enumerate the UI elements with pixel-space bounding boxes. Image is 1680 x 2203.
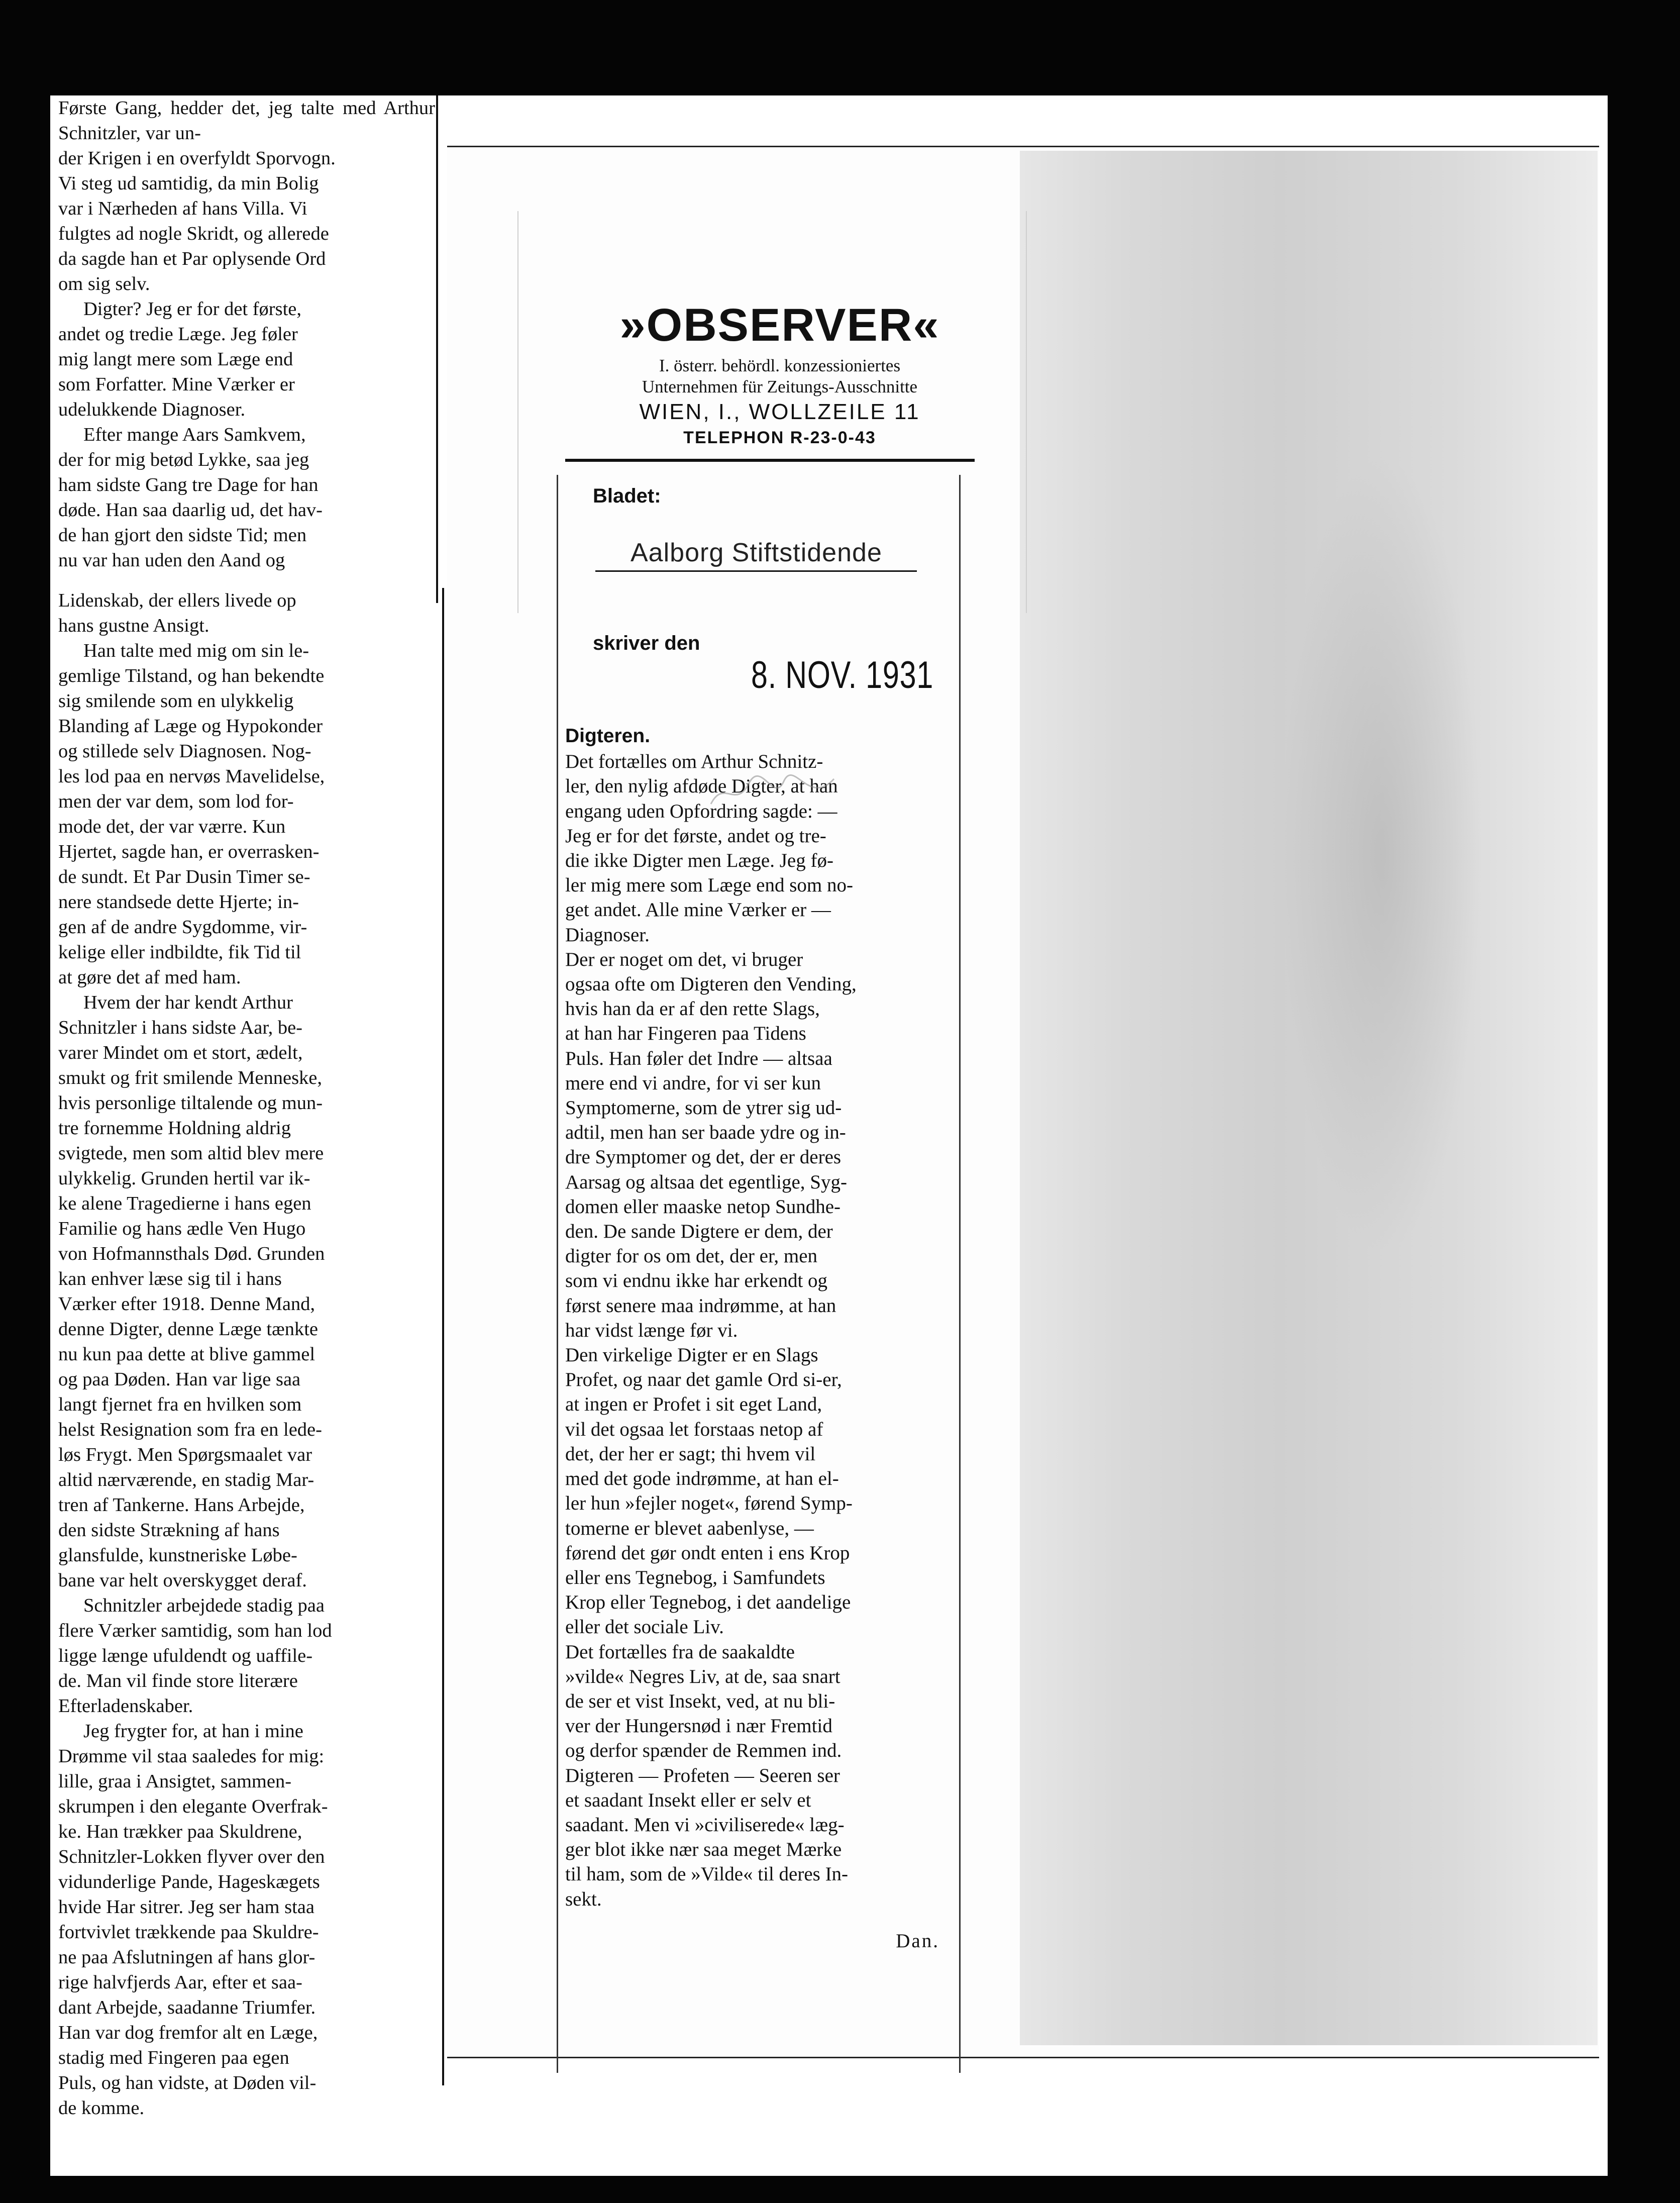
skriver-label: skriver den: [593, 632, 700, 654]
article-paragraph: Den virkelige Digter er en Slags Profet, og naar det gamle Ord si-er, at ingen er Profet i sit eget Land, vil det ogsaa let forstaas netop af det, der her er sagt; thi hvem vil med det gode indrømme, at han el- ler hun »fejler noget«, førend Symp- tomerne er blevet aabenlyse, — førend det gør ondt enten i ens Krop eller ens Tegnebog, i Samfundets Krop eller Tegnebog, i det aandelige eller det sociale Liv.: [565, 1344, 853, 1638]
bladet-label: Bladet:: [593, 485, 661, 507]
observer-title: »OBSERVER«: [619, 299, 940, 351]
article-digteren: [565, 724, 955, 1953]
left-article-text: [58, 95, 435, 2121]
pencil-scribble: [708, 769, 839, 814]
article-heading: Digteren.: [565, 725, 651, 747]
left-paragraph: Schnitzler arbejdede stadig paa flere Værker samtidig, som han lod ligge længe ufuldendt og uaffile- de. Man vil finde store literære Efterladenskaber.: [58, 1595, 332, 1717]
observer-telephone: TELEPHON R-23-0-43: [683, 428, 876, 447]
article-paragraph: Der er noget om det, vi bruger ogsaa ofte om Digteren den Vending, hvis han da er af den rette Slags, at han har Fingeren paa Tidens Puls. Han føler det Indre — altsaa mere end vi andre, for vi ser kun Symptomerne, som de ytrer sig ud- adtil, men han ser baade ydre og in- dre Symptomer og det, der er deres Aarsag og altsaa det egentlige, Syg- domen eller maaske netop Sundhe- den. De sande Digtere er dem, der digter for os om det, der er, men som vi endnu ikke har erkendt og først senere maa indrømme, at han har vidst længe før vi.: [565, 948, 857, 1341]
column-rule: [436, 95, 438, 603]
header-rule: [565, 459, 975, 462]
left-paragraph: Digter? Jeg er for det første, andet og tredie Læge. Jeg føler mig langt mere som Læge end som Forfatter. Mine Værker er udelukkende Diagnoser.: [58, 298, 302, 420]
observer-address: WIEN, I., WOLLZEILE 11: [639, 399, 920, 424]
article-signature: Dan.: [896, 1930, 939, 1952]
left-paragraph: Han talte med mig om sin le- gemlige Tilstand, og han bekendte sig smilende som en ulykkelig Blanding af Læge og Hypokonder og stillede selv Diagnosen. Nog- les lod paa en nervøs Mavelidelse, men der var dem, som lod for- mode det, der var værre. Kun Hjertet, sagde han, er overrasken- de sundt. Et Par Dusin Timer se- nere standsede dette Hjerte; in- gen af de andre Sygdomme, vir- kelige eller indbildte, fik Tid til at gøre det af med ham.: [58, 640, 325, 988]
left-paragraph: Hvem der har kendt Arthur Schnitzler i hans sidste Aar, be- varer Mindet om et stort, ædelt, smukt og frit smilende Menneske, hvis personlige tiltalende og mun- tre fornemme Holdning aldrig svigtede, men som altid blev mere ulykkelig. Grunden hertil var ik- ke alene Tragedierne i hans egen Familie og hans ædle Ven Hugo von Hofmannsthals Død. Grunden kan enhver læse sig til i hans Værker efter 1918. Denne Mand, denne Digter, denne Læge tænkte nu kun paa dette at blive gammel og paa Døden. Han var lige saa langt fjernet fra en hvilken som helst Resignation som fra en lede- løs Frygt. Men Spørgsmaalet var altid nærværende, en stadig Mar- tren af Tankerne. Hans Arbejde, den sidste Strækning af hans glansfulde, kunstneriske Løbe- bane var helt overskygget deraf.: [58, 992, 325, 1591]
left-paragraph: Første Gang, hedder det, jeg talte med Arthur Schnitzler, var un- der Krigen i en overfyldt Sporvogn. Vi steg ud samtidig, da min Bolig var i Nærheden af hans Villa. Vi fulgtes ad nogle Skridt, og allerede da sagde han et Par oplysende Ord om sig selv.: [58, 97, 435, 294]
left-article-column: [50, 95, 447, 2141]
date-stamp: 8. NOV. 1931: [751, 654, 934, 696]
newspaper-underline: [595, 570, 917, 572]
article-paragraph: Det fortælles om Arthur Schnitz- ler, den nylig afdøde Digter, at han engang uden Opfordring sagde: — Jeg er for det første, andet og tre- die ikke Digter men Læge. Jeg fø- ler mig mere som Læge end som no- get andet. Alle mine Værker er — Diagnoser.: [565, 751, 853, 946]
column-rule: [442, 588, 444, 2085]
scan-shadow: [1020, 151, 1598, 2045]
article-paragraph: Det fortælles fra de saakaldte »vilde« Negres Liv, at de, saa snart de ser et vist Insekt, ved, at nu bli- ver der Hungersnød i nær Fremtid og derfor spænder de Remmen ind. Digteren — Profeten — Seeren ser et saadant Insekt eller er selv et saadant. Men vi »civiliserede« læg- ger blot ikke nær saa meget Mærke til ham, som de »Vilde« til deres In- sekt.: [565, 1641, 849, 1910]
observer-subtitle-1: I. österr. behördl. konzessioniertes: [659, 356, 901, 375]
left-paragraph: Efter mange Aars Samkvem, der for mig betød Lykke, saa jeg ham sidste Gang tre Dage for han døde. Han saa daarlig ud, det hav- de han gjort den sidste Tid; men nu var han uden den Aand og: [58, 424, 323, 571]
left-paragraph: Jeg frygter for, at han i mine Drømme vil staa saaledes for mig: lille, graa i Ansigtet, sammen- skrumpen i den elegante Overfrak- ke. Han trækker paa Skuldrene, Schnitzler-Lokken flyver over den vidunderlige Pande, Hageskægets hvide Har sitrer. Jeg ser ham staa fortvivlet trækkende paa Skuldre- ne paa Afslutningen af hans glor- rige halvfjerds Aar, efter et saa- dant Arbejde, saadanne Triumfer. Han var dog fremfor alt en Læge, stadig med Fingeren paa egen Puls, og han vidste, at Døden vil- de komme.: [58, 1721, 328, 2119]
observer-subtitle-2: Unternehmen für Zeitungs-Ausschnitte: [642, 377, 918, 396]
newspaper-name: Aalborg Stiftstidende: [631, 538, 882, 567]
left-paragraph: Lidenskab, der ellers livede op hans gustne Ansigt.: [58, 590, 296, 636]
